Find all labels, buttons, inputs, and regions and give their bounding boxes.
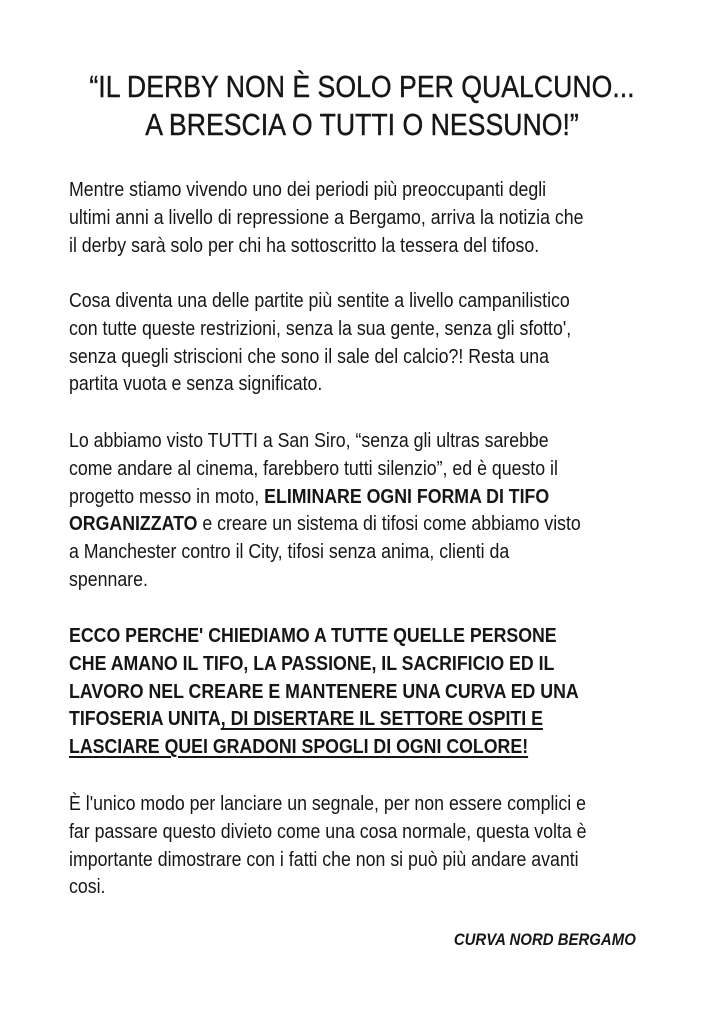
bold-text: ECCO PERCHE' CHIEDIAMO A TUTTE QUELLE PERSONE	[69, 624, 557, 647]
text-line	[69, 566, 581, 594]
text-segment: ultimi anni a livello di repressione a Bergamo, arriva la notizia che	[69, 205, 584, 229]
text-line	[69, 705, 579, 733]
bold-text: CHE AMANO IL TIFO, LA PASSIONE, IL SACRIFICIO ED IL	[69, 651, 555, 675]
bold-text: LAVORO NEL CREARE E MANTENERE UNA CURVA ED UNA	[69, 679, 579, 703]
document-title	[0, 68, 724, 144]
text-segment: far passare questo divieto come una cosa normale, questa volta è	[69, 819, 587, 843]
text-line	[69, 427, 581, 455]
text-line	[69, 232, 583, 260]
paragraph-5	[69, 790, 667, 901]
text-line	[69, 622, 579, 650]
text-line	[69, 343, 571, 371]
bold-text: TIFOSERIA UNITA	[69, 707, 221, 731]
title-line-2: A BRESCIA O TUTTI O NESSUNO!”	[145, 107, 579, 142]
text-line	[69, 818, 586, 846]
text-segment: È l'unico modo per lanciare un segnale, per non essere complici e	[69, 792, 586, 815]
text-line	[69, 510, 581, 538]
text-line	[69, 650, 579, 678]
text-segment: come andare al cinema, farebbero tutti silenzio”, ed è questo il	[69, 456, 558, 480]
text-segment: il derby sarà solo per chi ha sottoscritto la tessera del tifoso.	[69, 233, 540, 257]
bold-text: LASCIARE QUEI GRADONI SPOGLI DI OGNI COLORE!	[69, 735, 529, 759]
signature: CURVA NORD BERGAMO	[453, 930, 636, 949]
text-line	[69, 315, 571, 343]
text-line	[69, 873, 586, 901]
text-segment: progetto messo in moto,	[69, 484, 265, 508]
text-segment: Cosa diventa una delle partite più sentite a livello campanilistico	[69, 289, 570, 312]
text-line	[69, 678, 579, 706]
text-line	[69, 483, 581, 511]
text-segment: cosi.	[69, 875, 106, 899]
bold-text: , DI DISERTARE IL SETTORE OSPITI E	[220, 707, 543, 731]
paragraph-4	[69, 622, 658, 761]
text-segment: Lo abbiamo visto TUTTI a San Siro, “senza gli ultras sarebbe	[69, 429, 549, 452]
text-line	[69, 176, 583, 204]
title-line-1: “IL DERBY NON È SOLO PER QUALCUNO...	[89, 69, 635, 104]
text-segment: a Manchester contro il City, tifosi senza anima, clienti da	[69, 540, 510, 564]
text-line	[69, 455, 581, 483]
text-line	[69, 204, 583, 232]
text-segment: e creare un sistema di tifosi come abbiamo visto	[197, 512, 581, 536]
text-line	[69, 287, 571, 315]
text-line	[69, 790, 586, 818]
text-line	[69, 538, 581, 566]
text-segment: Mentre stiamo vivendo uno dei periodi più preoccupanti degli	[69, 178, 547, 201]
text-line	[69, 370, 571, 398]
text-line	[69, 846, 586, 874]
text-segment: spennare.	[69, 567, 148, 591]
bold-text: ORGANIZZATO	[69, 512, 198, 536]
bold-text: ELIMINARE OGNI FORMA DI TIFO	[264, 484, 550, 508]
text-segment: con tutte queste restrizioni, senza la sua gente, senza gli sfotto',	[69, 316, 572, 340]
text-segment: importante dimostrare con i fatti che non si può più andare avanti	[69, 847, 579, 871]
text-line	[69, 733, 579, 761]
text-segment: partita vuota e senza significato.	[69, 372, 323, 396]
paragraph-3	[69, 427, 661, 594]
paragraph-2	[69, 287, 650, 398]
text-segment: senza quegli striscioni che sono il sale del calcio?! Resta una	[69, 344, 550, 368]
paragraph-1	[69, 176, 664, 259]
